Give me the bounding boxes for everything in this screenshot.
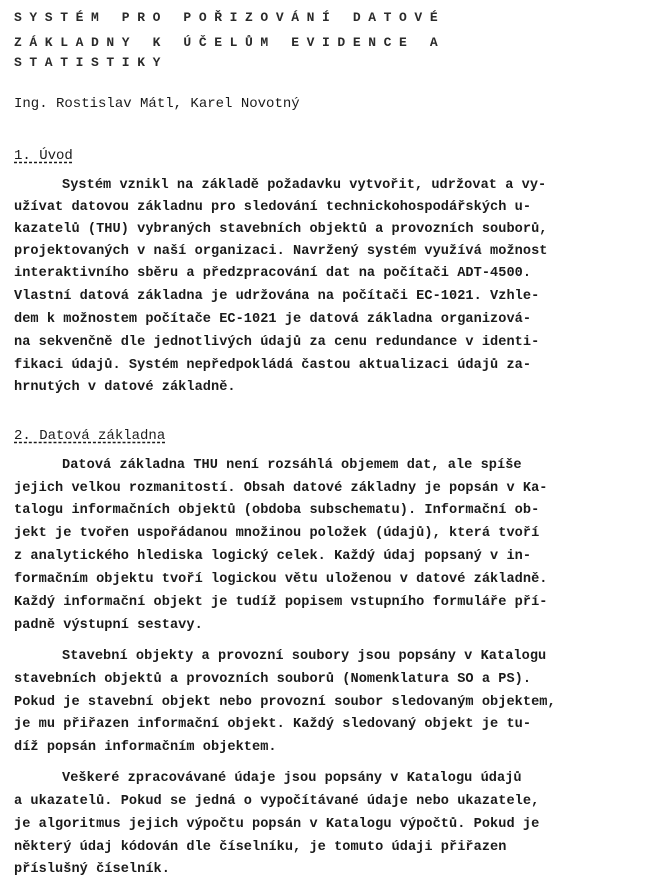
text-line: z analytického hlediska logický celek. Každý údaj popsaný v in- [14,549,532,564]
text-line: Systém vznikl na základě požadavku vytvořit, udržovat a vy- [62,178,547,193]
text-line: padně výstupní sestavy. [14,618,203,633]
text-line: dem k možnostem počítače EC-1021 je datová základna organizová- [14,312,532,327]
text-line: kazatelů (THU) vybraných stavebních objektů a provozních souborů, [14,222,548,237]
section-1-heading: 1. Úvod [14,148,73,164]
text-line: díž popsán informačním objektem. [14,740,277,755]
text-line: Veškeré zpracovávané údaje jsou popsány v Katalogu údajů [62,771,522,786]
text-line: jejich velkou rozmanitostí. Obsah datové základny je popsán v Ka- [14,481,548,496]
text-line: Vlastní datová základna je udržována na počítači EC-1021. Vzhle- [14,289,540,304]
text-line: talogu informačních objektů (obdoba subschematu). Informační ob- [14,503,540,518]
section-2-heading: 2. Datová základna [14,428,166,444]
text-line: stavebních objektů a provozních souborů (Nomenklatura SO a PS). [14,672,532,687]
text-line: hrnutých v datové základně. [14,380,236,395]
text-line: Datová základna THU není rozsáhlá objemem dat, ale spíše [62,458,522,473]
text-line: Pokud je stavební objekt nebo provozní soubor sledovaným objektem, [14,695,556,710]
authors: Ing. Rostislav Mátl, Karel Novotný [14,96,300,112]
document-title-line-2: ZÁKLADNY K ÚČELŮM EVIDENCE A [14,35,446,50]
text-line: je algoritmus jejich výpočtu popsán v Katalogu výpočtů. Pokud je [14,817,540,832]
text-line: jekt je tvořen uspořádanou množinou položek (údajů), která tvoří [14,526,540,541]
text-line: Každý informační objekt je tudíž popisem vstupního formuláře pří- [14,595,548,610]
text-line: na sekvenčně dle jednotlivých údajů za cenu redundance v identi- [14,335,540,350]
text-line: fikaci údajů. Systém nepředpokládá častou aktualizaci údajů za- [14,358,532,373]
text-line: je mu přiřazen informační objekt. Každý sledovaný objekt je tu- [14,717,532,732]
text-line: a ukazatelů. Pokud se jedná o vypočítávané údaje nebo ukazatele, [14,794,540,809]
text-line: užívat datovou základnu pro sledování technickohospodářských u- [14,200,532,215]
text-line: projektovaných v naší organizaci. Navržený systém využívá možnost [14,244,548,259]
document-title-line-3: STATISTIKY [14,55,169,70]
text-line: Stavební objekty a provozní soubory jsou popsány v Katalogu [62,649,547,664]
text-line: formačním objektu tvoří logickou větu uloženou v datové základně. [14,572,548,587]
document-title-line-1: SYSTÉM PRO POŘIZOVÁNÍ DATOVÉ [14,10,446,25]
text-line: některý údaj kódován dle číselníku, je tomuto údaji přiřazen [14,840,507,855]
text-line: interaktivního sběru a předzpracování dat na počítači ADT-4500. [14,266,532,281]
text-line: příslušný číselník. [14,862,170,877]
